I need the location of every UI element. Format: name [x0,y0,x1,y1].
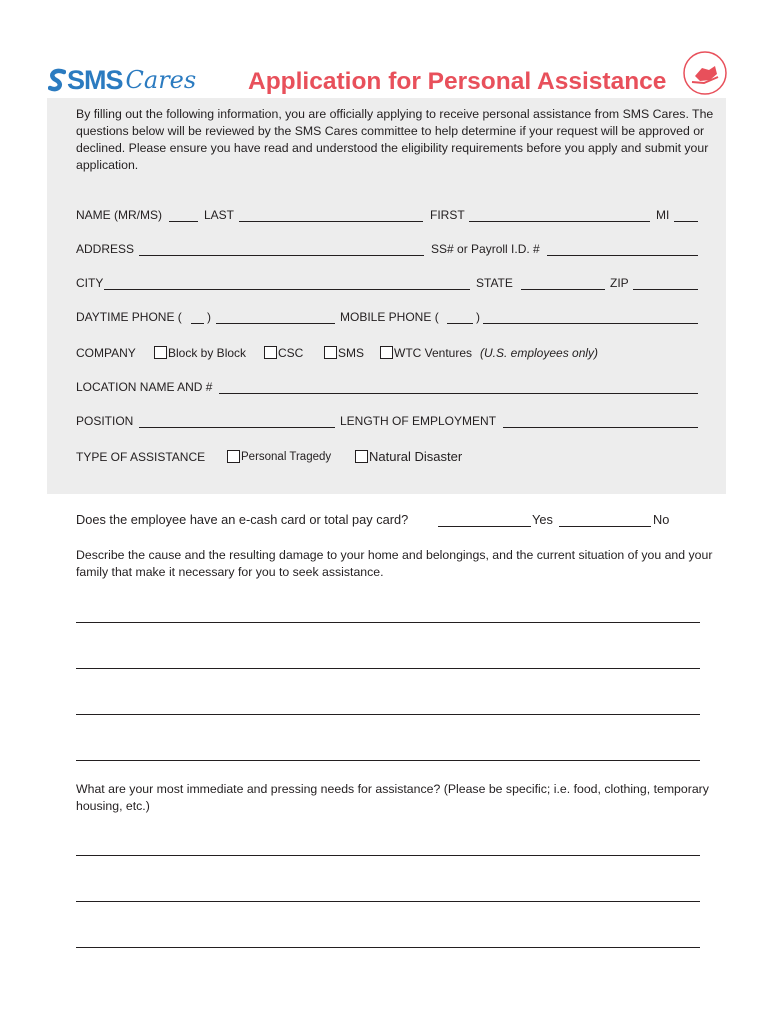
company-option-label: CSC [278,346,304,360]
address-field[interactable] [139,255,424,256]
location-label: LOCATION NAME AND # [76,380,213,394]
describe-answer-line[interactable] [76,760,700,761]
describe-question: Describe the cause and the resulting damage to your home and belongings, and the current situation of you and your family that make it necessary for you to seek assistance. [76,548,713,579]
ss-label: SS# or Payroll I.D. # [431,242,540,256]
ecash-yes-label: Yes [532,512,553,527]
mobile-area-code-field[interactable] [447,323,473,324]
needs-answer-line[interactable] [76,947,700,948]
company-label: COMPANY [76,346,136,360]
mi-label: MI [656,208,670,222]
intro-paragraph: By filling out the following information, you are officially applying to receive personal assistance from SMS Cares. The questions below will be reviewed by the SMS Cares committee to help determine if your request will be approved or declined. Please ensure you have read and understood the eligibility requirements before you apply and submit your application. [76,107,714,172]
title-field[interactable] [169,221,198,222]
sms-cares-logo [48,64,196,96]
position-label: POSITION [76,414,134,428]
daytime-area-code-field[interactable] [191,323,204,324]
daytime-phone-paren: ) [207,310,211,324]
needs-answer-line[interactable] [76,901,700,902]
location-field[interactable] [219,393,698,394]
needs-answer-line[interactable] [76,855,700,856]
state-label: STATE [476,276,513,290]
assistance-option-label: Personal Tragedy [241,451,332,463]
company-block-by-block-checkbox[interactable] [154,346,167,359]
length-of-employment-field[interactable] [503,427,698,428]
heart-hands-icon [682,50,728,96]
describe-answer-line[interactable] [76,668,700,669]
company-note: (U.S. employees only) [480,346,599,360]
logo-cares-text: Cares [125,66,197,94]
ecash-question: Does the employee have an e-cash card or total pay card? [76,512,409,527]
length-of-employment-label: LENGTH OF EMPLOYMENT [340,414,497,428]
mobile-phone-label: MOBILE PHONE ( [340,310,439,324]
company-option-label: WTC Ventures [394,346,473,360]
name-label: NAME (MR/MS) [76,208,162,222]
position-field[interactable] [139,427,335,428]
ss-field[interactable] [547,255,698,256]
ecash-yes-field[interactable] [438,526,531,527]
zip-field[interactable] [633,289,698,290]
company-option-label: Block by Block [168,346,247,360]
daytime-phone-label: DAYTIME PHONE ( [76,310,182,324]
describe-answer-line[interactable] [76,714,700,715]
needs-question: What are your most immediate and pressing needs for assistance? (Please be specific; i.e. food, clothing, temporary housing, etc.) [76,782,709,813]
ecash-no-label: No [653,512,670,527]
city-label: CITY [76,276,104,290]
company-wtc-checkbox[interactable] [380,346,393,359]
personal-tragedy-checkbox[interactable] [227,450,240,463]
first-name-field[interactable] [469,221,650,222]
address-label: ADDRESS [76,242,135,256]
zip-label: ZIP [610,276,629,290]
logo-sms-text: SMS [67,64,123,95]
mobile-phone-field[interactable] [483,323,698,324]
describe-answer-line[interactable] [76,622,700,623]
swirl-icon [48,68,66,92]
ecash-no-field[interactable] [559,526,651,527]
company-csc-checkbox[interactable] [264,346,277,359]
last-name-field[interactable] [239,221,423,222]
assistance-type-label: TYPE OF ASSISTANCE [76,450,206,464]
natural-disaster-checkbox[interactable] [355,450,368,463]
company-option-label: SMS [338,346,365,360]
state-field[interactable] [521,289,605,290]
daytime-phone-field[interactable] [216,323,335,324]
first-name-label: FIRST [430,208,465,222]
mobile-phone-paren: ) [476,310,480,324]
city-field[interactable] [104,289,470,290]
assistance-option-label: Natural Disaster [369,449,463,464]
company-sms-checkbox[interactable] [324,346,337,359]
mi-field[interactable] [674,221,698,222]
page-title: Application for Personal Assistance [248,68,667,95]
last-name-label: LAST [204,208,235,222]
